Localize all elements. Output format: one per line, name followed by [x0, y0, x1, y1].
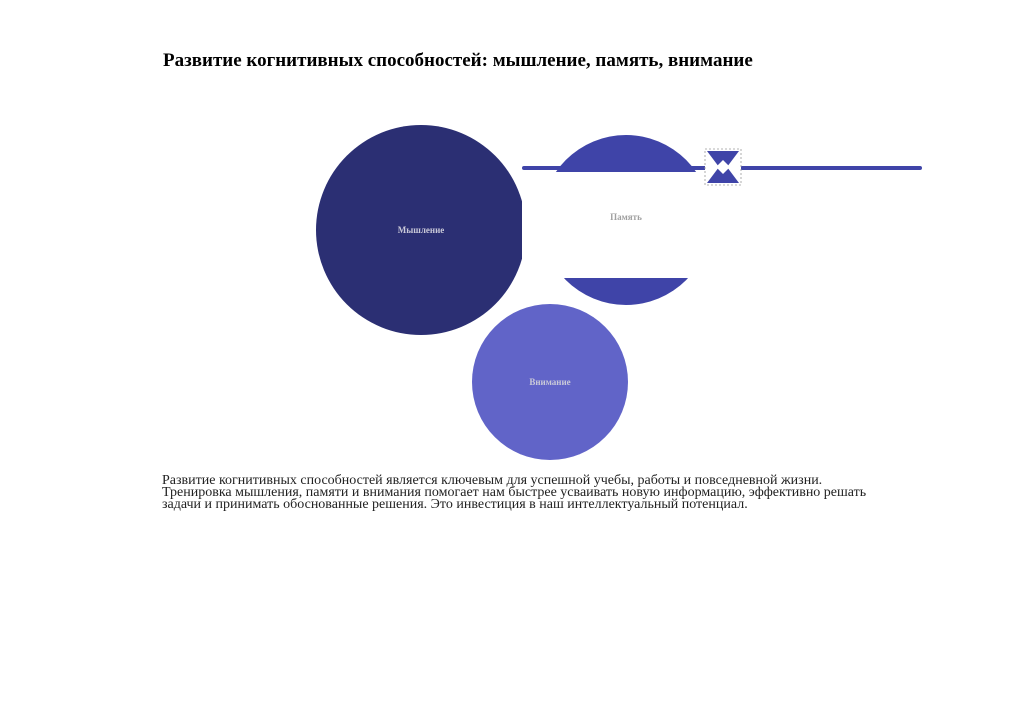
- memory-label: Память: [610, 212, 642, 222]
- attention-label: Внимание: [529, 377, 571, 387]
- body-paragraph: Развитие когнитивных способностей является ключевым для успешной учебы, работы и повседневной жизни. Тренировка мышления, памяти и внимания помогает нам быстрее усваивать новую информацию, эффективно решать задачи и принимать обоснованные решения. Это инвестиция в наш интеллектуальный потенциал.: [162, 473, 867, 512]
- page-title: Развитие когнитивных способностей: мышление, память, внимание: [163, 50, 753, 71]
- memory-label-band: [520, 172, 740, 278]
- thinking-label: Мышление: [397, 225, 445, 235]
- selection-handle-icon[interactable]: [705, 149, 741, 185]
